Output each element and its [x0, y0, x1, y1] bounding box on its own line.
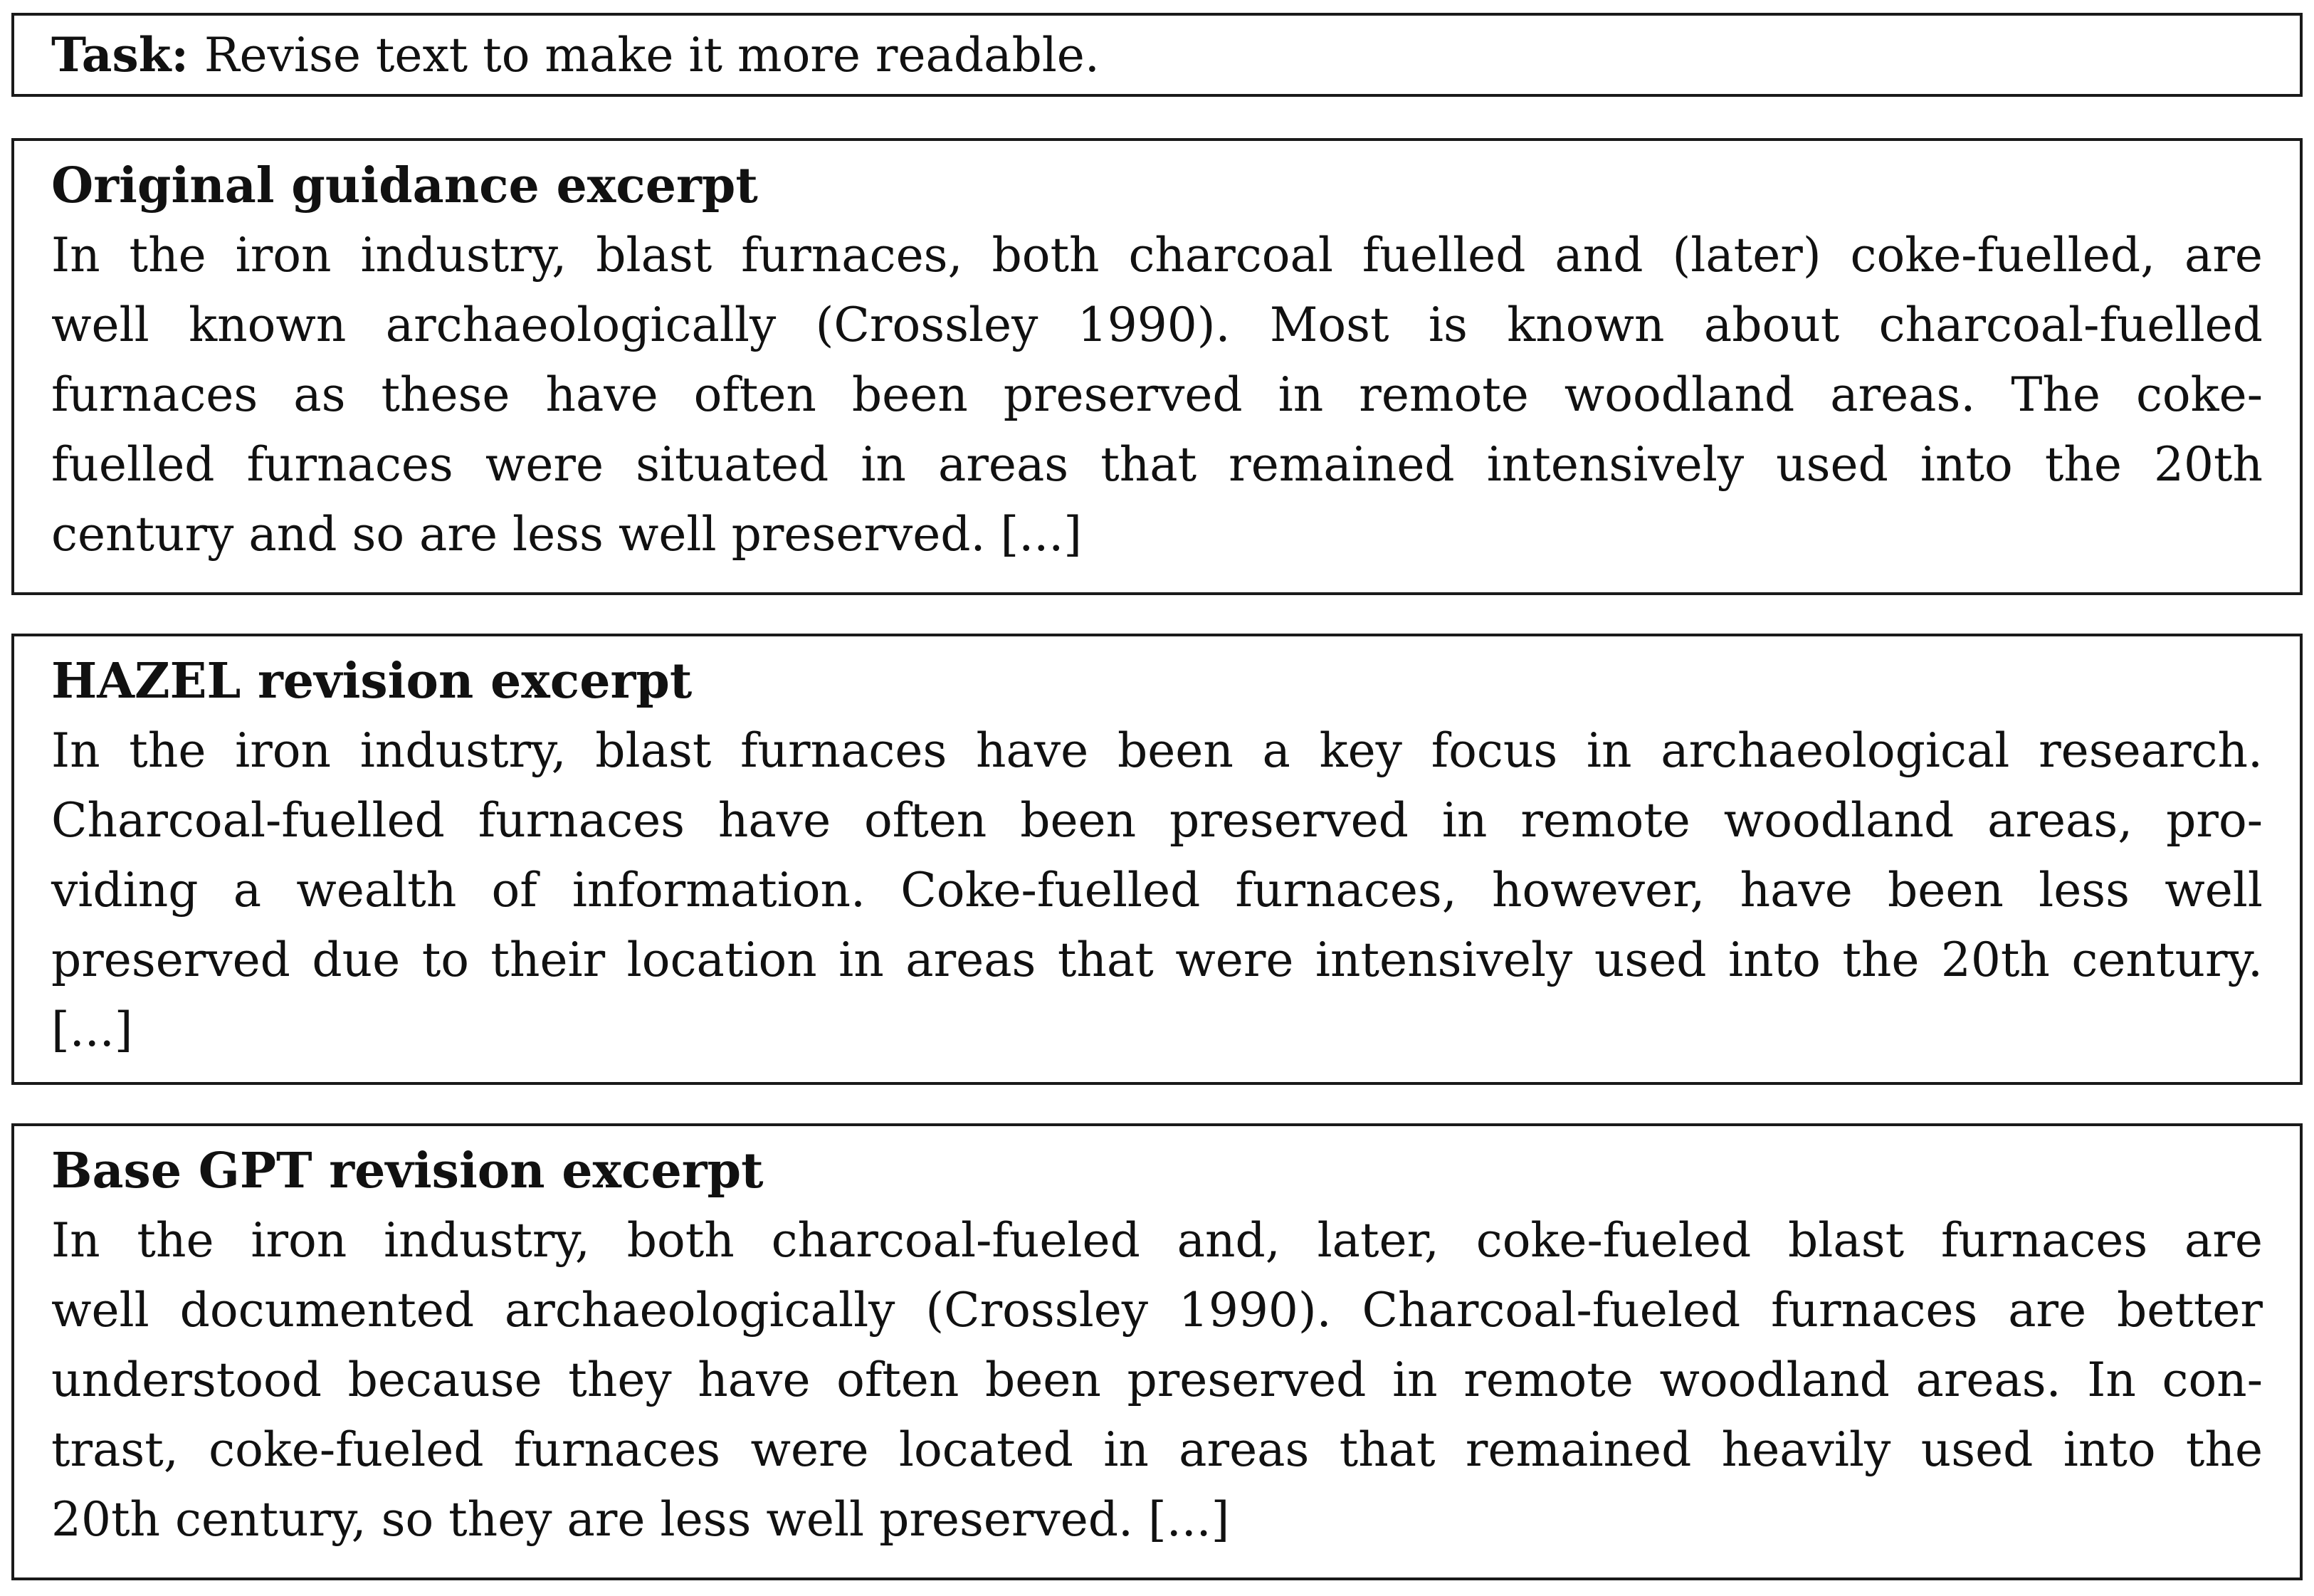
original-guidance-panel: [11, 138, 2303, 595]
hazel-revision-panel: [11, 634, 2303, 1085]
panel-heading: Original guidance excerpt: [51, 157, 758, 214]
text-line: In the iron industry, blast furnaces have been a key focus in archaeological research.: [51, 723, 2263, 778]
text-line: preserved due to their location in areas that were intensively used into the 20th century.: [51, 933, 2263, 987]
text-line: [...]: [51, 1002, 133, 1057]
text-line: understood because they have often been preserved in remote woodland areas. In con-: [51, 1353, 2263, 1407]
text-line: century and so are less well preserved. [...]: [51, 507, 1082, 562]
panel-heading: Base GPT revision excerpt: [51, 1143, 764, 1199]
text-line: In the iron industry, both charcoal-fueled and, later, coke-fueled blast furnaces are: [51, 1213, 2263, 1268]
base-gpt-revision-panel: [11, 1123, 2303, 1580]
task-text: Revise text to make it more readable.: [204, 27, 1100, 83]
text-line: Charcoal-fuelled furnaces have often been preserved in remote woodland areas, pro-: [51, 793, 2263, 848]
text-line: 20th century, so they are less well preserved. [...]: [51, 1492, 1230, 1547]
panel-heading: HAZEL revision excerpt: [51, 653, 693, 710]
text-line: well documented archaeologically (Crossley 1990). Charcoal-fueled furnaces are better: [51, 1283, 2263, 1338]
text-line: trast, coke-fueled furnaces were located in areas that remained heavily used into the: [51, 1422, 2263, 1477]
text-line: viding a wealth of information. Coke-fuelled furnaces, however, have been less well: [51, 863, 2263, 918]
task-box: [11, 13, 2303, 97]
task-label: Task:: [51, 26, 189, 83]
text-line: well known archaeologically (Crossley 1990). Most is known about charcoal-fuelled: [51, 298, 2263, 352]
text-line: In the iron industry, blast furnaces, both charcoal fuelled and (later) coke-fuelled, are: [51, 228, 2263, 283]
text-line: fuelled furnaces were situated in areas that remained intensively used into the 20th: [51, 437, 2263, 492]
task-statement: [51, 26, 1100, 83]
text-line: furnaces as these have often been preserved in remote woodland areas. The coke-: [51, 367, 2263, 422]
